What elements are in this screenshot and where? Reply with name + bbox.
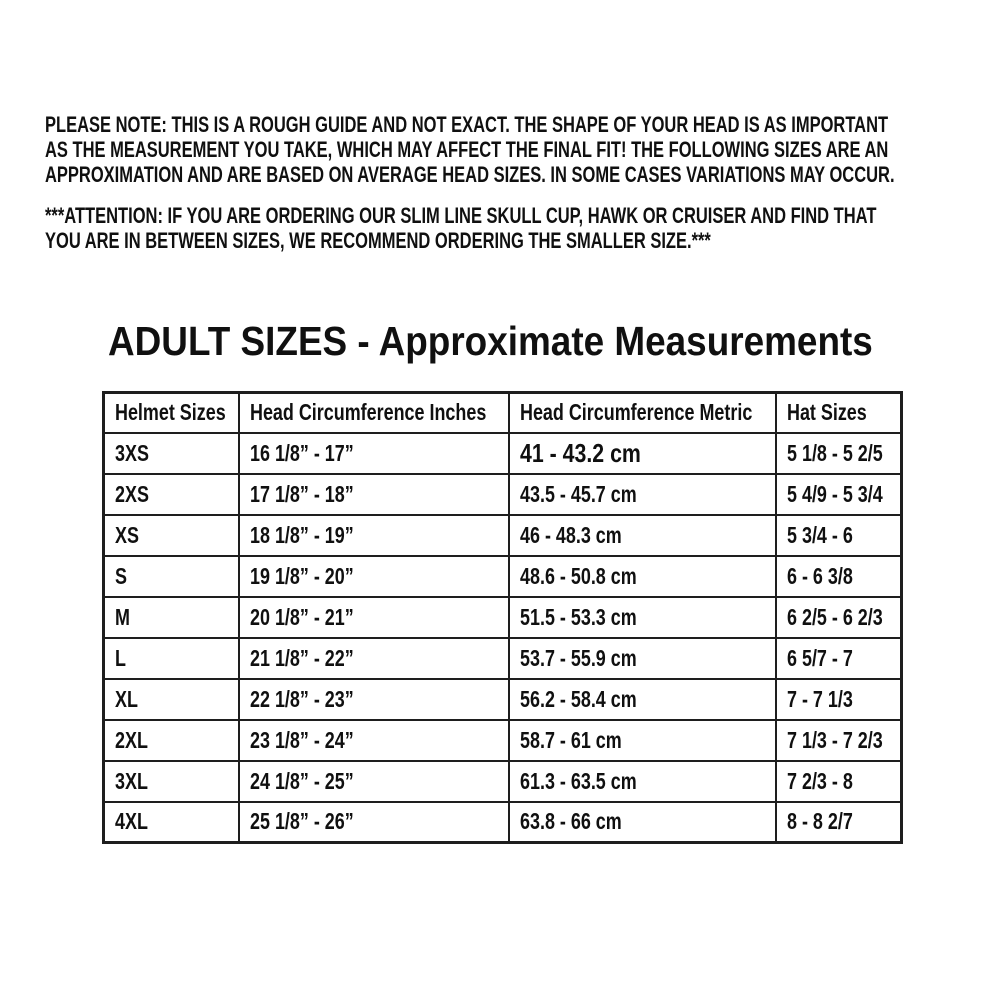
- table-row: [104, 597, 902, 638]
- cell-helmet-size: XS: [104, 515, 239, 556]
- cell-hat-size: 7 - 7 1/3: [776, 679, 902, 720]
- cell-hat-size: 7 1/3 - 7 2/3: [776, 720, 902, 761]
- note-line: AS THE MEASUREMENT YOU TAKE, WHICH MAY AFFECT THE FINAL FIT! THE FOLLOWING SIZES ARE AN: [45, 137, 889, 162]
- cell-inches: 18 1/8” - 19”: [239, 515, 509, 556]
- table-row: [104, 679, 902, 720]
- note-line: APPROXIMATION AND ARE BASED ON AVERAGE HEAD SIZES. IN SOME CASES VARIATIONS MAY OCCUR.: [45, 162, 895, 187]
- table-row: [104, 720, 902, 761]
- note-line: ***ATTENTION: IF YOU ARE ORDERING OUR SLIM LINE SKULL CUP, HAWK OR CRUISER AND FIND THAT: [45, 203, 877, 228]
- header-hat-sizes: Hat Sizes: [776, 393, 902, 433]
- page-title: ADULT SIZES - Approximate Measurements: [108, 318, 873, 364]
- cell-helmet-size: 2XS: [104, 474, 239, 515]
- cell-helmet-size: 4XL: [104, 802, 239, 843]
- cell-metric: 48.6 - 50.8 cm: [509, 556, 776, 597]
- note-line: YOU ARE IN BETWEEN SIZES, WE RECOMMEND ORDERING THE SMALLER SIZE.***: [45, 228, 711, 253]
- adult-sizes-table: [102, 391, 903, 844]
- cell-metric: 43.5 - 45.7 cm: [509, 474, 776, 515]
- table-row: [104, 761, 902, 802]
- table-row: [104, 515, 902, 556]
- table-row: [104, 556, 902, 597]
- cell-metric: 41 - 43.2 cm: [509, 433, 776, 474]
- attention-paragraph: [45, 203, 1000, 253]
- header-head-circumference-metric: Head Circumference Metric: [509, 393, 776, 433]
- header-helmet-sizes: Helmet Sizes: [104, 393, 239, 433]
- cell-hat-size: 6 5/7 - 7: [776, 638, 902, 679]
- table-row: [104, 474, 902, 515]
- cell-metric: 63.8 - 66 cm: [509, 802, 776, 843]
- cell-helmet-size: 2XL: [104, 720, 239, 761]
- cell-helmet-size: L: [104, 638, 239, 679]
- cell-metric: 51.5 - 53.3 cm: [509, 597, 776, 638]
- cell-inches: 22 1/8” - 23”: [239, 679, 509, 720]
- cell-inches: 17 1/8” - 18”: [239, 474, 509, 515]
- table-row: [104, 433, 902, 474]
- please-note-paragraph: [45, 112, 1000, 187]
- cell-hat-size: 6 - 6 3/8: [776, 556, 902, 597]
- cell-hat-size: 8 - 8 2/7: [776, 802, 902, 843]
- cell-metric: 53.7 - 55.9 cm: [509, 638, 776, 679]
- table-header-row: [104, 393, 902, 433]
- cell-helmet-size: M: [104, 597, 239, 638]
- cell-hat-size: 5 1/8 - 5 2/5: [776, 433, 902, 474]
- cell-inches: 25 1/8” - 26”: [239, 802, 509, 843]
- table-row: [104, 802, 902, 843]
- cell-inches: 23 1/8” - 24”: [239, 720, 509, 761]
- cell-hat-size: 5 3/4 - 6: [776, 515, 902, 556]
- table-row: [104, 638, 902, 679]
- cell-helmet-size: XL: [104, 679, 239, 720]
- cell-inches: 24 1/8” - 25”: [239, 761, 509, 802]
- cell-metric: 56.2 - 58.4 cm: [509, 679, 776, 720]
- cell-metric: 58.7 - 61 cm: [509, 720, 776, 761]
- cell-metric: 61.3 - 63.5 cm: [509, 761, 776, 802]
- header-head-circumference-inches: Head Circumference Inches: [239, 393, 509, 433]
- cell-hat-size: 5 4/9 - 5 3/4: [776, 474, 902, 515]
- cell-inches: 16 1/8” - 17”: [239, 433, 509, 474]
- cell-helmet-size: 3XS: [104, 433, 239, 474]
- cell-hat-size: 6 2/5 - 6 2/3: [776, 597, 902, 638]
- cell-inches: 19 1/8” - 20”: [239, 556, 509, 597]
- cell-inches: 20 1/8” - 21”: [239, 597, 509, 638]
- cell-helmet-size: S: [104, 556, 239, 597]
- cell-hat-size: 7 2/3 - 8: [776, 761, 902, 802]
- cell-inches: 21 1/8” - 22”: [239, 638, 509, 679]
- cell-helmet-size: 3XL: [104, 761, 239, 802]
- note-line: PLEASE NOTE: THIS IS A ROUGH GUIDE AND NOT EXACT. THE SHAPE OF YOUR HEAD IS AS IMPORTANT: [45, 112, 889, 137]
- cell-metric: 46 - 48.3 cm: [509, 515, 776, 556]
